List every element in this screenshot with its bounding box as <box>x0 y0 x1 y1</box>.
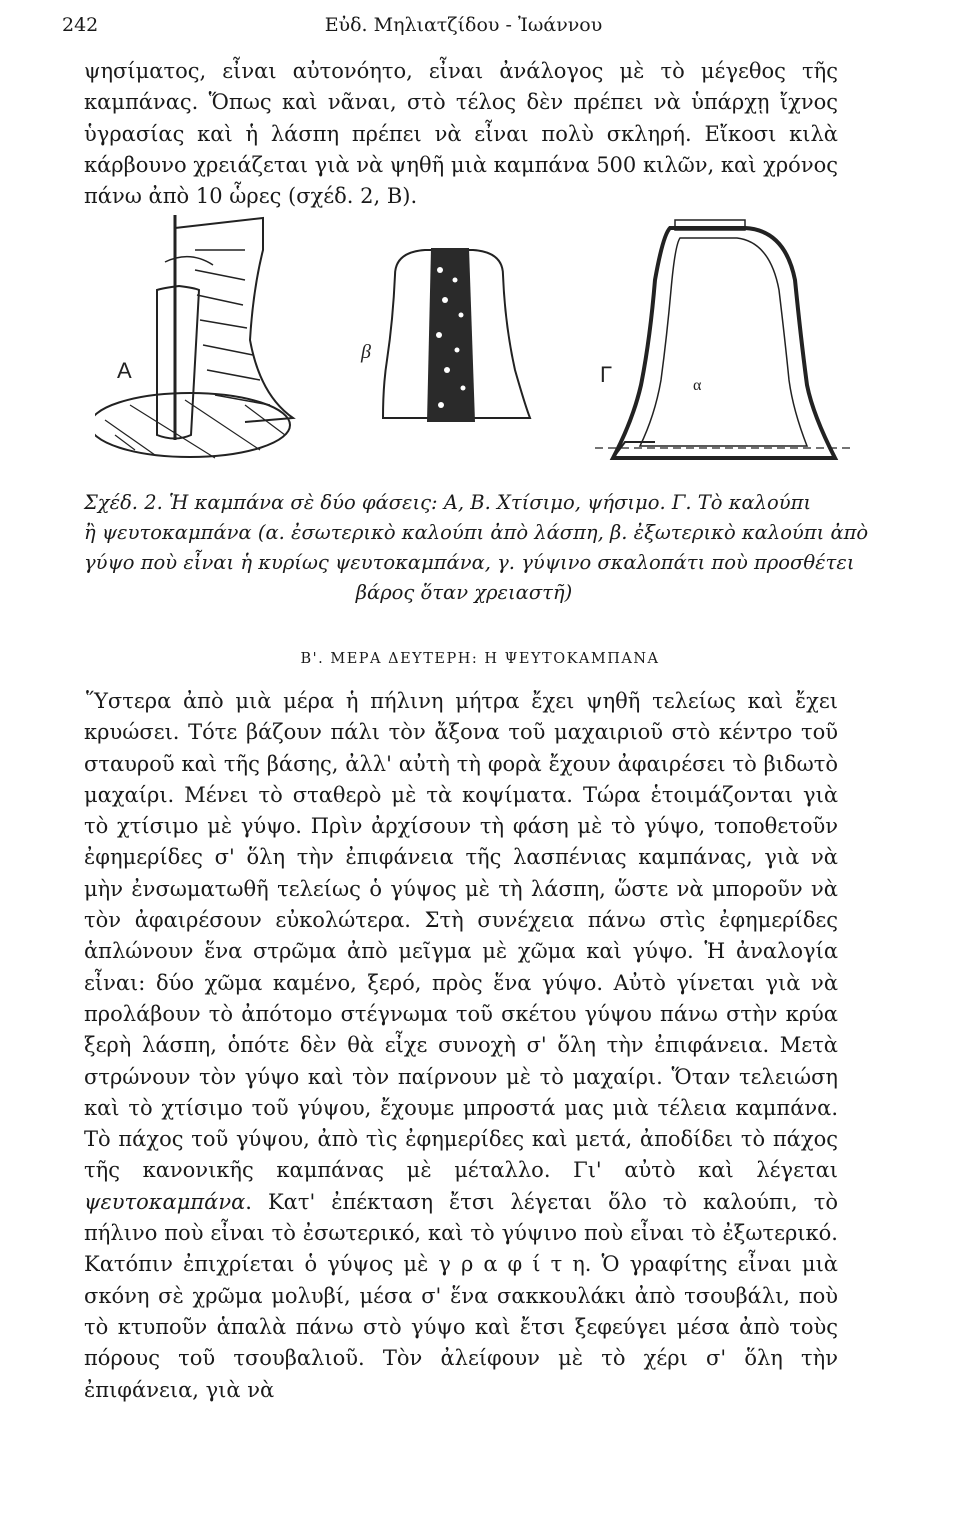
body-paragraph <box>84 686 838 1406</box>
intro-paragraph: ψησίματος, εἶναι αὐτονόητο, εἶναι ἀνάλογος μὲ τὸ μέγεθος τῆς καμπάνας. Ὅπως καὶ νᾶναι, στὸ τέλος δὲν πρέπει νὰ ὑπάρχῃ ἴχνος ὑγρασίας καὶ ἡ λάσπη πρέπει νὰ εἶναι πολὺ σκληρή. Εἴκοσι κιλὰ κάρβουνο χρειάζεται γιὰ νὰ ψηθῆ μιὰ καμπάνα 500 κιλῶν, καὶ χρόνος πάνω ἀπὸ 10 ὧρες (σχέδ. 2, Β). <box>84 59 838 209</box>
figure-caption <box>84 488 869 608</box>
bell-drawings-svg <box>95 210 855 480</box>
drawing-b <box>383 248 530 422</box>
drawing-a-core <box>157 286 199 439</box>
page-number: 242 <box>62 14 99 36</box>
bell-illustration <box>95 210 855 480</box>
drawing-a <box>95 215 293 458</box>
intro-paragraph-block <box>84 56 838 212</box>
drawing-g-inner-core <box>640 238 807 446</box>
drawing-g <box>595 220 855 458</box>
drawing-g-alpha-label: α <box>693 377 702 394</box>
drawing-a-upper-arm <box>165 257 213 265</box>
caption-line-4: βάρος ὅταν χρειαστῆ) <box>355 581 573 604</box>
body-emphasis-term: ψευτοκαμπάνα <box>84 1189 246 1214</box>
page-header <box>62 14 865 44</box>
caption-line-3: γύψο ποὺ εἶναι ἡ κυρίως ψευτοκαμπάνα, γ. γύψινο σκαλοπάτι ποὺ προσθέτει <box>84 551 855 574</box>
drawing-a-label: A <box>117 358 132 383</box>
drawing-b-label: β <box>361 341 371 363</box>
body-text-part-2: . Κατ' ἐπέκταση ἔτσι λέγεται ὅλο τὸ καλούπι, τὸ πήλινο ποὺ εἶναι τὸ ἐσωτερικό, καὶ τὸ γύψινο ποὺ εἶναι τὸ ἐξωτερικό. Κατόπιν ἐπιχρίεται ὁ γύψος μὲ γ ρ α φ ί τ η. Ὁ γραφίτης εἶναι μιὰ σκόνη σὲ χρῶμα μολυβί, μέσα σ' ἕνα σακκουλάκι ἀπὸ τσουβάλι, ποὺ τὸ κτυποῦν ἁπαλὰ πάνω στὸ γύψο καὶ ἔτσι ξεφεύγει μέσα ἀπὸ τοὺς πόρους τοῦ τσουβαλιοῦ. Τὸν ἀλείφουν μὲ τὸ χέρι σ' ὅλη τὴν ἐπιφάνεια, γιὰ νὰ <box>84 1189 838 1402</box>
section-heading: Β'. ΜΕΡΑ ΔΕΥΤΕΡΗ: Η ΨΕΥΤΟΚΑΜΠΑΝΑ <box>300 651 660 667</box>
caption-line-2: ἢ ψευτοκαμπάνα (α. ἐσωτερικὸ καλούπι ἀπὸ λάσπη, β. ἐξωτερικὸ καλούπι ἀπὸ <box>84 521 869 544</box>
body-text-part-1: Ὕστερα ἀπὸ μιὰ μέρα ἡ πήλινη μήτρα ἔχει ψηθῆ τελείως καὶ ἔχει κρυώσει. Τότε βάζουν πάλι τὸν ἄξονα τοῦ μαχαιριοῦ στὸ κέντρο τοῦ σταυροῦ καὶ τῆς βάσης, ἀλλ' αὐτὴ τὴ φορὰ ἔχουν ἀφαιρέσει τὸ βιδωτὸ μαχαίρι. Μένει τὸ σταθερὸ μὲ τὰ κοψίματα. Τώρα ἑτοιμάζονται γιὰ τὸ χτίσιμο μὲ γύψο. Πρὶν ἀρχίσουν τὴ φάση μὲ τὸ γύψο, τοποθετοῦν ἐφημερίδες σ' ὅλη τὴν ἐπιφάνεια τῆς λασπένιας καμπάνας, γιὰ νὰ μὴν ἐνσωματωθῆ τελείως ὁ γύψος μὲ τὴ λάσπη, ὥστε νὰ μποροῦν νὰ τὸν ἀφαιρέσουν εὐκολώτερα. Στὴ συνέχεια πάνω στὶς ἐφημερίδες ἁπλώνουν ἕνα στρῶμα ἀπὸ μεῖγμα μὲ χῶμα καὶ γύψο. Ἡ ἀναλογία εἶναι: δύο χῶμα καμένο, ξερό, πρὸς ἕνα γύψο. Αὐτὸ γίνεται γιὰ νὰ προλάβουν τὸ ἀπότομο στέγνωμα τοῦ σκέτου γύψου πάνω στὴν κρύα ξερὴ λάσπη, ὁπότε δὲν θὰ εἶχε συνοχὴ σ' ὅλη τὴν ἐπιφάνεια. Μετὰ στρώνουν τὸν γύψο καὶ τὸν παίρνουν μὲ τὸ μαχαίρι. Ὅταν τελειώση καὶ τὸ χτίσιμο τοῦ γύψου, ἔχουμε μπροστά μας μιὰ τέλεια καμπάνα. Τὸ πάχος τοῦ γύψου, ἀπὸ τὶς ἐφημερίδες καὶ μετά, ἀποδίδει τὸ πάχος τῆς κανονικῆς καμπάνας μὲ μέταλλο. Γι' αὐτὸ καὶ λέγεται <box>84 689 838 1183</box>
drawing-g-outer-shell <box>613 228 835 458</box>
running-head: Εὐδ. Μηλιατζίδου - Ἰωάννου <box>324 14 603 36</box>
caption-line-1: Σχέδ. 2. Ἡ καμπάνα σὲ δύο φάσεις: Α, Β. Χτίσιμο, ψήσιμο. Γ. Τὸ καλούπι <box>84 491 812 514</box>
drawing-b-charcoal-column <box>427 248 475 422</box>
drawing-g-label: Γ <box>600 362 613 387</box>
body-text-block <box>84 686 838 1406</box>
drawing-a-base-hatching <box>105 400 285 458</box>
